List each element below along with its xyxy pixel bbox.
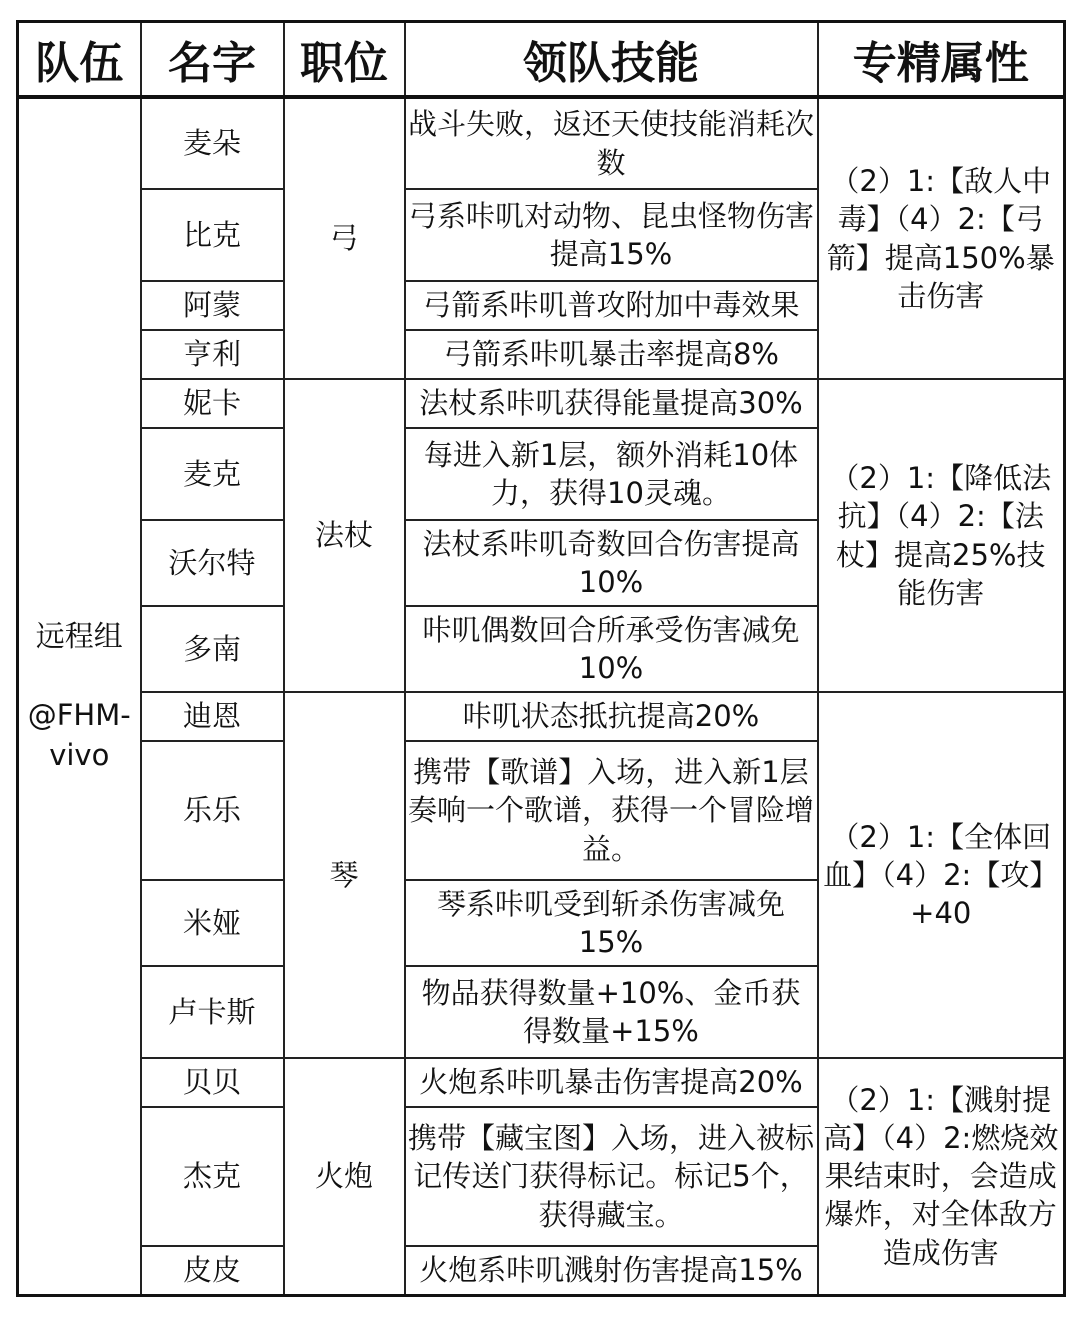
role-cell-staff: 法杖 [284, 379, 405, 692]
member-name: 阿蒙 [141, 281, 284, 330]
leader-skill: 每进入新1层，额外消耗10体力，获得10灵魂。 [405, 428, 818, 520]
member-name: 杰克 [141, 1107, 284, 1246]
team-table-container [16, 20, 1066, 1297]
leader-skill: 琴系咔叽受到斩杀伤害减免15% [405, 880, 818, 966]
leader-skill: 物品获得数量+10%、金币获得数量+15% [405, 966, 818, 1058]
member-name: 麦克 [141, 428, 284, 520]
leader-skill: 携带【藏宝图】入场，进入被标记传送门获得标记。标记5个，获得藏宝。 [405, 1107, 818, 1246]
member-name: 妮卡 [141, 379, 284, 428]
member-name: 贝贝 [141, 1058, 284, 1107]
member-name: 乐乐 [141, 741, 284, 880]
leader-skill: 火炮系咔叽溅射伤害提高15% [405, 1246, 818, 1295]
member-name: 比克 [141, 189, 284, 281]
role-cell-cannon: 火炮 [284, 1058, 405, 1295]
table-row [18, 692, 1065, 741]
member-name: 皮皮 [141, 1246, 284, 1295]
group-label: 远程组 [35, 618, 123, 653]
watermark: @FHM-vivo [27, 697, 131, 773]
attr-cell-staff: （2）1:【降低法抗】（4）2:【法杖】提高25%技能伤害 [818, 379, 1065, 692]
attr-cell-bow: （2）1:【敌人中毒】（4）2:【弓箭】提高150%暴击伤害 [818, 97, 1065, 379]
leader-skill: 咔叽状态抵抗提高20% [405, 692, 818, 741]
member-name: 亨利 [141, 330, 284, 379]
leader-skill: 咔叽偶数回合所承受伤害减免10% [405, 606, 818, 692]
leader-skill: 弓箭系咔叽普攻附加中毒效果 [405, 281, 818, 330]
leader-skill: 火炮系咔叽暴击伤害提高20% [405, 1058, 818, 1107]
leader-skill: 弓系咔叽对动物、昆虫怪物伤害提高15% [405, 189, 818, 281]
leader-skill: 法杖系咔叽奇数回合伤害提高10% [405, 520, 818, 606]
team-table [16, 20, 1066, 1297]
role-cell-harp: 琴 [284, 692, 405, 1058]
header-role: 职位 [284, 22, 405, 98]
leader-skill: 弓箭系咔叽暴击率提高8% [405, 330, 818, 379]
member-name: 多南 [141, 606, 284, 692]
header-name: 名字 [141, 22, 284, 98]
table-row [18, 97, 1065, 189]
table-row [18, 1058, 1065, 1107]
attr-cell-cannon: （2）1:【溅射提高】（4）2:燃烧效果结束时，会造成爆炸，对全体敌方造成伤害 [818, 1058, 1065, 1295]
leader-skill: 法杖系咔叽获得能量提高30% [405, 379, 818, 428]
role-cell-bow: 弓 [284, 97, 405, 379]
group-cell [18, 97, 141, 1295]
member-name: 米娅 [141, 880, 284, 966]
member-name: 麦朵 [141, 97, 284, 189]
table-row [18, 379, 1065, 428]
header-skill: 领队技能 [405, 22, 818, 98]
member-name: 沃尔特 [141, 520, 284, 606]
leader-skill: 战斗失败，返还天使技能消耗次数 [405, 97, 818, 189]
member-name: 迪恩 [141, 692, 284, 741]
header-attr: 专精属性 [818, 22, 1065, 98]
header-team: 队伍 [18, 22, 141, 98]
leader-skill: 携带【歌谱】入场，进入新1层奏响一个歌谱，获得一个冒险增益。 [405, 741, 818, 880]
header-row [18, 22, 1065, 98]
member-name: 卢卡斯 [141, 966, 284, 1058]
attr-cell-harp: （2）1:【全体回血】（4）2:【攻】+40 [818, 692, 1065, 1058]
